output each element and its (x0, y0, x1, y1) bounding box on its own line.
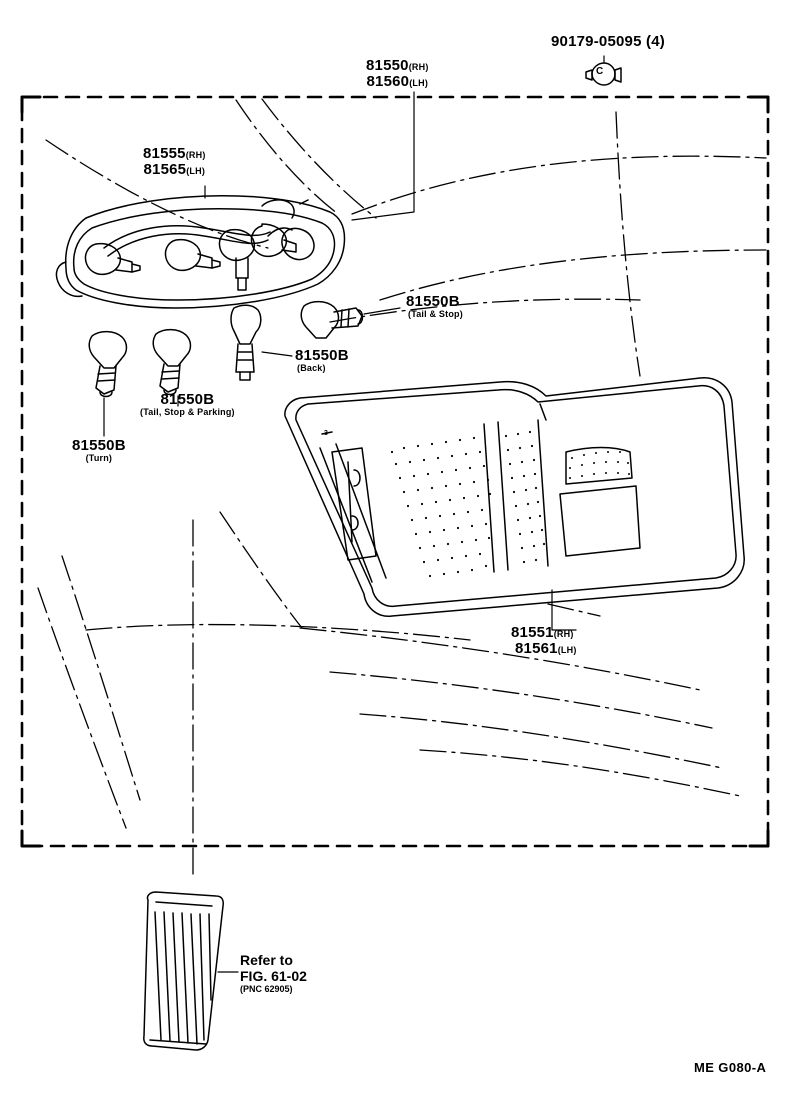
socket-plate-lh-suffix: (LH) (186, 165, 206, 176)
lamp-assy-lh-suffix: (LH) (409, 77, 429, 88)
bulb-tail-stop-note: (Tail & Stop) (408, 308, 463, 319)
label-lamp-assembly (366, 58, 429, 90)
lens-tick-mark: 3 (324, 430, 329, 437)
bulb-back (231, 305, 261, 380)
figure-code: ME G080-A (694, 1060, 767, 1075)
diagram-border (22, 97, 768, 846)
lens-lh-suffix: (LH) (557, 644, 577, 655)
body-contour-lines (38, 99, 766, 880)
socket-plate-assembly (56, 196, 344, 308)
screw-circle-letter: C (596, 66, 604, 77)
label-screw (551, 34, 665, 50)
bulb-tail-stop-parking (153, 330, 190, 395)
reference-line2: FIG. 61-02 (240, 968, 307, 985)
bulb-tsp-note: (Tail, Stop & Parking) (140, 406, 235, 417)
lamp-assy-rh-suffix: (RH) (408, 62, 429, 72)
reference-note (240, 952, 307, 995)
bulb-tsp-number: 81550B (160, 391, 215, 408)
reference-line1: Refer to (240, 952, 293, 968)
screw-number: 90179-05095 (551, 33, 642, 50)
rear-lamp-lens (285, 378, 744, 617)
socket-plate-rh-suffix: (RH) (185, 150, 206, 160)
lens-rh-number: 81551 (511, 624, 554, 641)
lens-rh-suffix: (RH) (553, 629, 574, 639)
socket-plate-rh-number: 81555 (143, 145, 186, 162)
lamp-assy-lh-number: 81560 (366, 72, 410, 90)
bulb-back-note: (Back) (297, 362, 326, 373)
screw-part (586, 63, 621, 85)
label-bulb-back (295, 348, 349, 373)
label-socket-plate (143, 146, 206, 178)
bulb-turn (89, 332, 126, 397)
bulb-tail-stop (301, 302, 362, 338)
lens-stipple (391, 431, 630, 577)
bulb-tail-stop-number: 81550B (406, 293, 460, 310)
reference-line3: (PNC 62905) (240, 984, 293, 995)
lamp-assy-rh-number: 81550 (366, 57, 409, 74)
socket-plate-lh-number: 81565 (143, 160, 187, 178)
label-bulb-turn (72, 438, 126, 463)
bulb-back-number: 81550B (295, 347, 349, 364)
label-bulb-tail-stop-parking (140, 392, 235, 417)
label-lens (511, 625, 577, 657)
bulb-turn-number: 81550B (72, 437, 126, 454)
grille-part (144, 892, 223, 1050)
screw-qty: (4) (646, 33, 665, 50)
leader-lines (104, 56, 604, 972)
lens-lh-number: 81561 (515, 639, 558, 657)
bulb-turn-note: (Turn) (85, 452, 113, 463)
label-bulb-tail-stop (406, 294, 463, 319)
